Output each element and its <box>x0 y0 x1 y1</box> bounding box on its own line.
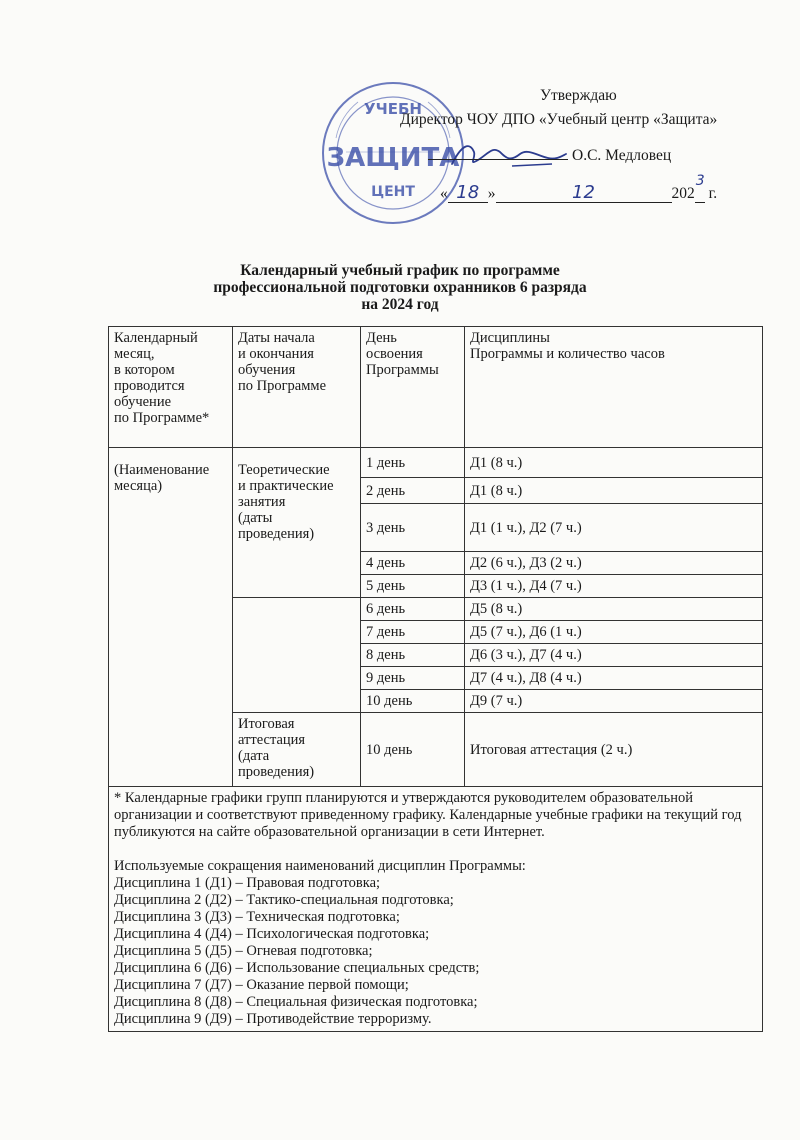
header-dates-line: обучения <box>238 362 296 378</box>
date-close-quote: » <box>487 185 496 202</box>
discipline-cell: Д6 (3 ч.), Д7 (4 ч.) <box>465 644 763 667</box>
day-cell: 4 день <box>361 552 465 575</box>
theory-cell-line: и практические <box>238 478 334 494</box>
theory-cell-line: Теоретические <box>238 462 330 478</box>
theory-cell-line: занятия <box>238 494 286 510</box>
signature-underline <box>428 159 568 160</box>
final-cell-line: Итоговая <box>238 716 295 732</box>
document-title <box>0 262 800 313</box>
abbrev-item: Дисциплина 7 (Д7) – Оказание первой помощи; <box>114 977 409 993</box>
abbrev-item: Дисциплина 2 (Д2) – Тактико-специальная подготовка; <box>114 892 454 908</box>
header-month-line: в котором <box>114 362 175 378</box>
header-disciplines-line: Программы и количество часов <box>470 346 665 362</box>
header-dates-line: и окончания <box>238 346 314 362</box>
date-year-digit: 3 <box>695 173 705 189</box>
header-dates-line: по Программе <box>238 378 327 394</box>
discipline-cell: Д7 (4 ч.), Д8 (4 ч.) <box>465 667 763 690</box>
header-disciplines <box>465 327 763 448</box>
day-cell: 7 день <box>361 621 465 644</box>
blank-dates-cell <box>233 598 361 713</box>
day-cell: 2 день <box>361 478 465 504</box>
approval-date <box>440 173 718 203</box>
date-month-line <box>496 184 672 203</box>
month-cell-line: месяца) <box>114 478 163 494</box>
abbrev-item: Дисциплина 1 (Д1) – Правовая подготовка; <box>114 875 381 891</box>
final-cell <box>233 713 361 787</box>
svg-text:ЗАЩИТА: ЗАЩИТА <box>326 143 460 173</box>
approval-position: Директор ЧОУ ДПО «Учебный центр «Защита» <box>400 111 718 128</box>
header-day-line: День <box>366 330 397 346</box>
header-month-line: по Программе* <box>114 410 210 426</box>
abbrev-item: Дисциплина 8 (Д8) – Специальная физическая подготовка; <box>114 994 478 1010</box>
date-month: 12 <box>572 182 595 203</box>
discipline-cell: Д5 (7 ч.), Д6 (1 ч.) <box>465 621 763 644</box>
month-cell <box>109 448 233 787</box>
discipline-cell: Д3 (1 ч.), Д4 (7 ч.) <box>465 575 763 598</box>
header-month-line: обучение <box>114 394 172 410</box>
final-cell-line: проведения) <box>238 764 315 780</box>
header-disciplines-line: Дисциплины <box>470 330 550 346</box>
discipline-cell: Д1 (8 ч.) <box>465 478 763 504</box>
header-month <box>109 327 233 448</box>
month-cell-line: (Наименование <box>114 462 210 478</box>
final-cell-line: аттестация <box>238 732 306 748</box>
title-line-2: профессиональной подготовки охранников 6 разряда <box>213 279 587 296</box>
discipline-cell: Д1 (8 ч.) <box>465 448 763 478</box>
day-cell: 1 день <box>361 448 465 478</box>
header-day-line: освоения <box>366 346 423 362</box>
discipline-cell: Д9 (7 ч.) <box>465 690 763 713</box>
title-line-1: Календарный учебный график по программе <box>240 262 560 279</box>
abbrev-item: Дисциплина 3 (Д3) – Техническая подготовка; <box>114 909 400 925</box>
header-month-line: месяц, <box>114 346 155 362</box>
header-month-line: Календарный <box>114 330 198 346</box>
abbrev-heading: Используемые сокращения наименований дисциплин Программы: <box>114 858 526 874</box>
footnote-text: * Календарные графики групп планируются и утверждаются руководителем образовательной организации и соответствуют приведенному графику. Календарные учебные графики на текущий год публикуются на сайте образовательной организации в сети Интернет. <box>114 790 742 840</box>
abbrev-item: Дисциплина 6 (Д6) – Использование специальных средств; <box>114 960 480 976</box>
svg-text:ЦЕНТ: ЦЕНТ <box>371 184 415 200</box>
date-day-line <box>448 184 488 203</box>
day-cell: 6 день <box>361 598 465 621</box>
approval-heading: Утверждаю <box>540 87 617 104</box>
header-day-line: Программы <box>366 362 439 378</box>
header-day <box>361 327 465 448</box>
day-cell: 8 день <box>361 644 465 667</box>
title-line-3: на 2024 год <box>361 296 439 313</box>
approval-name: О.С. Медловец <box>572 147 672 164</box>
footnote-row <box>109 787 763 1032</box>
final-cell-line: (дата <box>238 748 270 764</box>
date-year-prefix: 202 <box>671 185 695 202</box>
date-day: 18 <box>456 182 480 203</box>
date-open-quote: « <box>440 185 448 202</box>
discipline-cell: Д1 (1 ч.), Д2 (7 ч.) <box>465 504 763 552</box>
theory-cell <box>233 448 361 598</box>
theory-cell-line: (даты <box>238 510 273 526</box>
day-cell: 3 день <box>361 504 465 552</box>
header-dates-line: Даты начала <box>238 330 315 346</box>
schedule-table <box>108 326 763 1032</box>
header-month-line: проводится <box>114 378 185 394</box>
header-dates <box>233 327 361 448</box>
day-cell: 10 день <box>361 690 465 713</box>
abbrev-item: Дисциплина 9 (Д9) – Противодействие терроризму. <box>114 1011 432 1027</box>
abbrev-item: Дисциплина 5 (Д5) – Огневая подготовка; <box>114 943 373 959</box>
day-cell: 9 день <box>361 667 465 690</box>
date-year-suffix: г. <box>708 185 718 202</box>
discipline-cell: Д5 (8 ч.) <box>465 598 763 621</box>
approval-signature-line <box>428 148 671 164</box>
theory-cell-line: проведения) <box>238 526 315 542</box>
day-cell: 10 день <box>361 713 465 787</box>
header-row <box>109 327 763 448</box>
table-row <box>109 448 763 478</box>
discipline-cell: Д2 (6 ч.), Д3 (2 ч.) <box>465 552 763 575</box>
discipline-cell: Итоговая аттестация (2 ч.) <box>465 713 763 787</box>
footnote-cell <box>109 787 763 1032</box>
day-cell: 5 день <box>361 575 465 598</box>
abbrev-item: Дисциплина 4 (Д4) – Психологическая подготовка; <box>114 926 430 942</box>
date-year-line <box>695 173 705 203</box>
svg-text:УЧЕБН: УЧЕБН <box>364 100 422 118</box>
